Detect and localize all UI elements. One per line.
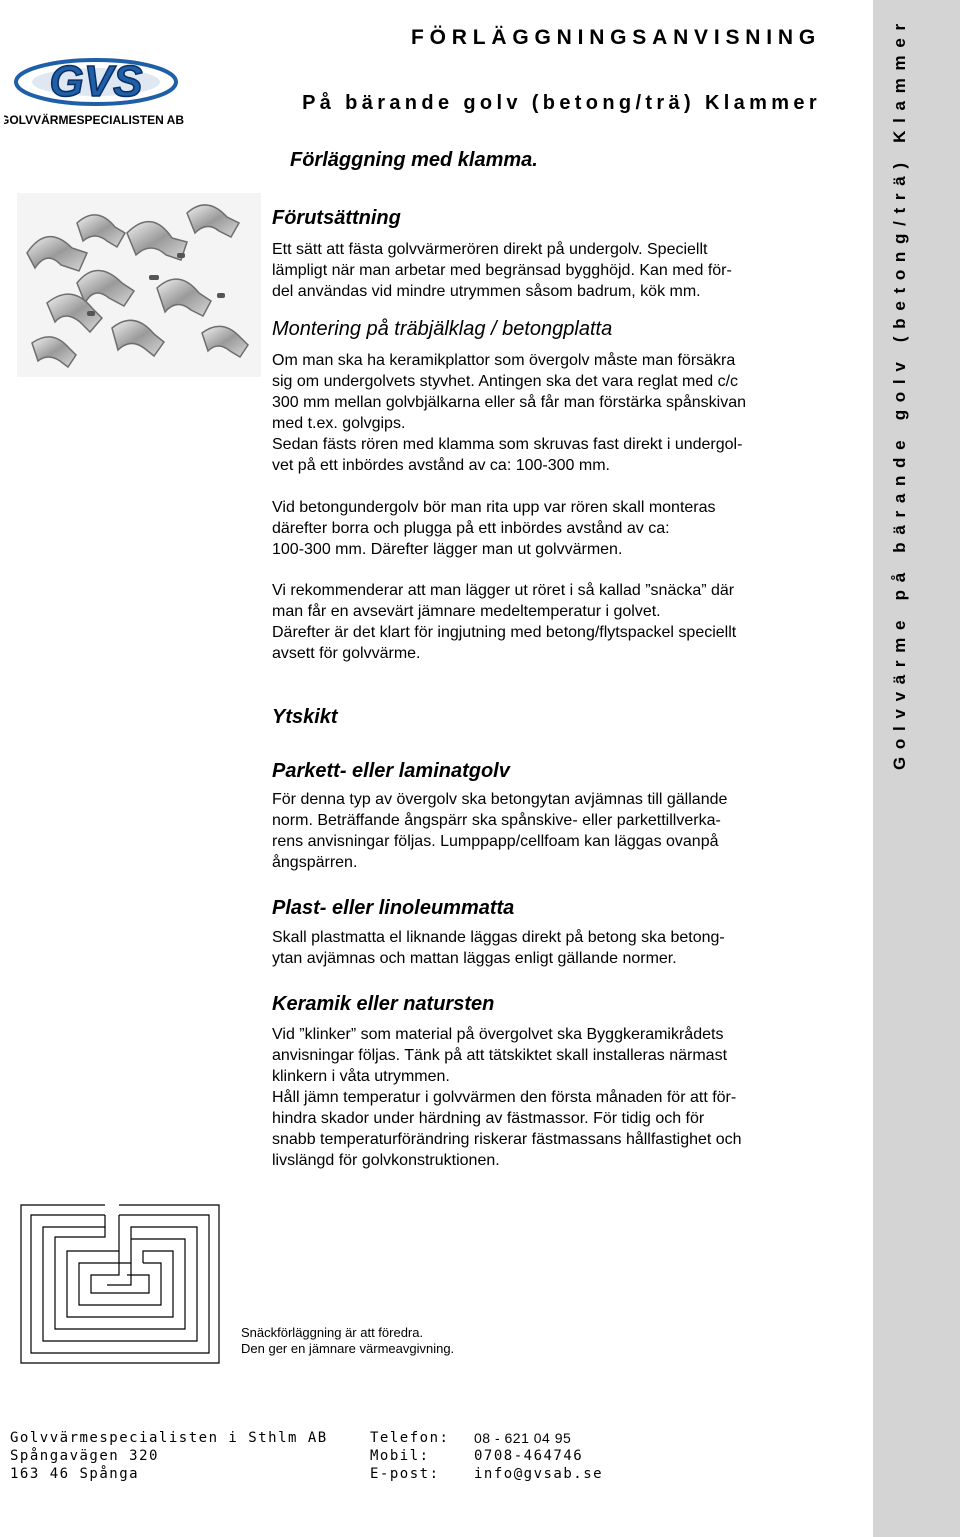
text-line: sig om undergolvets styvhet. Antingen ska det vara reglat med c/c bbox=[272, 373, 739, 390]
text-line: anvisningar följas. Tänk på att tätskiktet skall installeras närmast bbox=[272, 1047, 728, 1064]
text-line: klinkern i våta utrymmen. bbox=[272, 1068, 450, 1085]
paragraph-forutsattning bbox=[272, 239, 832, 302]
text-line: norm. Beträffande ångspärr ska spånskive- eller parkettillverka- bbox=[272, 812, 721, 829]
page-title: Förläggning med klamma. bbox=[290, 149, 538, 171]
text-line: ångspärren. bbox=[272, 854, 358, 871]
document-subtitle: På bärande golv (betong/trä) Klammer bbox=[302, 92, 821, 114]
heading-parkett: Parkett- eller laminatgolv bbox=[272, 760, 510, 782]
text-line: avsett för golvvärme. bbox=[272, 645, 421, 662]
email-link[interactable]: info@gvsab.se bbox=[474, 1466, 604, 1482]
caption-line: Snäckförläggning är att föredra. bbox=[241, 1325, 424, 1340]
text-line: lämpligt när man arbetar med begränsad bygghöjd. Kan med för- bbox=[272, 262, 732, 279]
text-line: Håll jämn temperatur i golvvärmen den första månaden för att för- bbox=[272, 1089, 737, 1106]
text-line: därefter borra och plugga på ett inbördes avstånd av ca: bbox=[272, 520, 670, 537]
footer-contact-values bbox=[474, 1429, 603, 1483]
svg-text:GOLVVÄRMESPECIALISTEN AB: GOLVVÄRMESPECIALISTEN AB bbox=[4, 113, 184, 127]
paragraph-keramik bbox=[272, 1024, 832, 1171]
text-line: man får en avsevärt jämnare medeltemperatur i golvet. bbox=[272, 603, 661, 620]
text-line: snabb temperaturförändring riskerar fästmassans hållfastighet och bbox=[272, 1131, 742, 1148]
email-label: E-post: bbox=[370, 1466, 440, 1482]
heading-montering: Montering på träbjälklag / betongplatta bbox=[272, 318, 613, 340]
sidebar-band bbox=[873, 0, 960, 1537]
caption-line: Den ger en jämnare värmeavgivning. bbox=[241, 1341, 455, 1356]
footer-street: Spångavägen 320 bbox=[10, 1448, 159, 1464]
text-line: livslängd för golvkonstruktionen. bbox=[272, 1152, 500, 1169]
heading-plast: Plast- eller linoleummatta bbox=[272, 897, 515, 919]
text-line: Vid betongundergolv bör man rita upp var rören skall monteras bbox=[272, 499, 716, 516]
paragraph-plast bbox=[272, 927, 832, 969]
paragraph-betongundergolv bbox=[272, 497, 832, 560]
text-line: 300 mm mellan golvbjälkarna eller så får man förstärka spånskivan bbox=[272, 394, 746, 411]
text-line: 100-300 mm. Därefter lägger man ut golvvärmen. bbox=[272, 541, 623, 558]
document-type: FÖRLÄGGNINGSANVISNING bbox=[411, 26, 821, 49]
text-line: Vi rekommenderar att man lägger ut röret i så kallad ”snäcka” där bbox=[272, 582, 735, 599]
text-line: För denna typ av övergolv ska betongytan avjämnas till gällande bbox=[272, 791, 728, 808]
text-line: hindra skador under härdning av fästmassor. För tidig och för bbox=[272, 1110, 705, 1127]
heading-forutsattning: Förutsättning bbox=[272, 207, 401, 229]
clamps-photo bbox=[17, 193, 261, 377]
sidebar-vertical-title: Golvvärme på bärande golv (betong/trä) Klammer bbox=[890, 16, 909, 770]
spiral-layout-diagram bbox=[15, 1203, 237, 1365]
heading-keramik: Keramik eller natursten bbox=[272, 993, 495, 1015]
company-logo bbox=[4, 58, 184, 132]
footer-company: Golvvärmespecialisten i Sthlm AB bbox=[10, 1430, 328, 1446]
text-line: Vid ”klinker” som material på övergolvet ska Byggkeramikrådets bbox=[272, 1026, 724, 1043]
phone-value: 08 - 621 04 95 bbox=[474, 1430, 572, 1446]
footer-contact-labels bbox=[370, 1429, 474, 1483]
text-line: rens anvisningar följas. Lumppapp/cellfoam kan läggas ovanpå bbox=[272, 833, 719, 850]
text-line: vet på ett inbördes avstånd av ca: 100-300 mm. bbox=[272, 457, 610, 474]
text-line: del användas vid mindre utrymmen såsom badrum, kök mm. bbox=[272, 283, 701, 300]
phone-label: Telefon: bbox=[370, 1430, 450, 1446]
diagram-caption bbox=[241, 1325, 454, 1357]
heading-ytskikt: Ytskikt bbox=[272, 706, 338, 728]
text-line: med t.ex. golvgips. bbox=[272, 415, 406, 432]
text-line: Ett sätt att fästa golvvärmerören direkt på undergolv. Speciellt bbox=[272, 241, 708, 258]
svg-text:GVS: GVS bbox=[49, 58, 143, 106]
text-line: Därefter är det klart för ingjutning med betong/flytspackel speciellt bbox=[272, 624, 737, 641]
footer-address bbox=[10, 1429, 328, 1483]
text-line: Om man ska ha keramikplattor som övergolv måste man försäkra bbox=[272, 352, 736, 369]
paragraph-snacka bbox=[272, 580, 832, 664]
text-line: Skall plastmatta el liknande läggas direkt på betong ska betong- bbox=[272, 929, 725, 946]
text-line: ytan avjämnas och mattan läggas enligt gällande normer. bbox=[272, 950, 677, 967]
mobile-value: 0708-464746 bbox=[474, 1448, 584, 1464]
mobile-label: Mobil: bbox=[370, 1448, 430, 1464]
footer-city: 163 46 Spånga bbox=[10, 1466, 140, 1482]
paragraph-montering bbox=[272, 350, 832, 476]
paragraph-parkett bbox=[272, 789, 832, 873]
text-line: Sedan fästs rören med klamma som skruvas fast direkt i undergol- bbox=[272, 436, 743, 453]
